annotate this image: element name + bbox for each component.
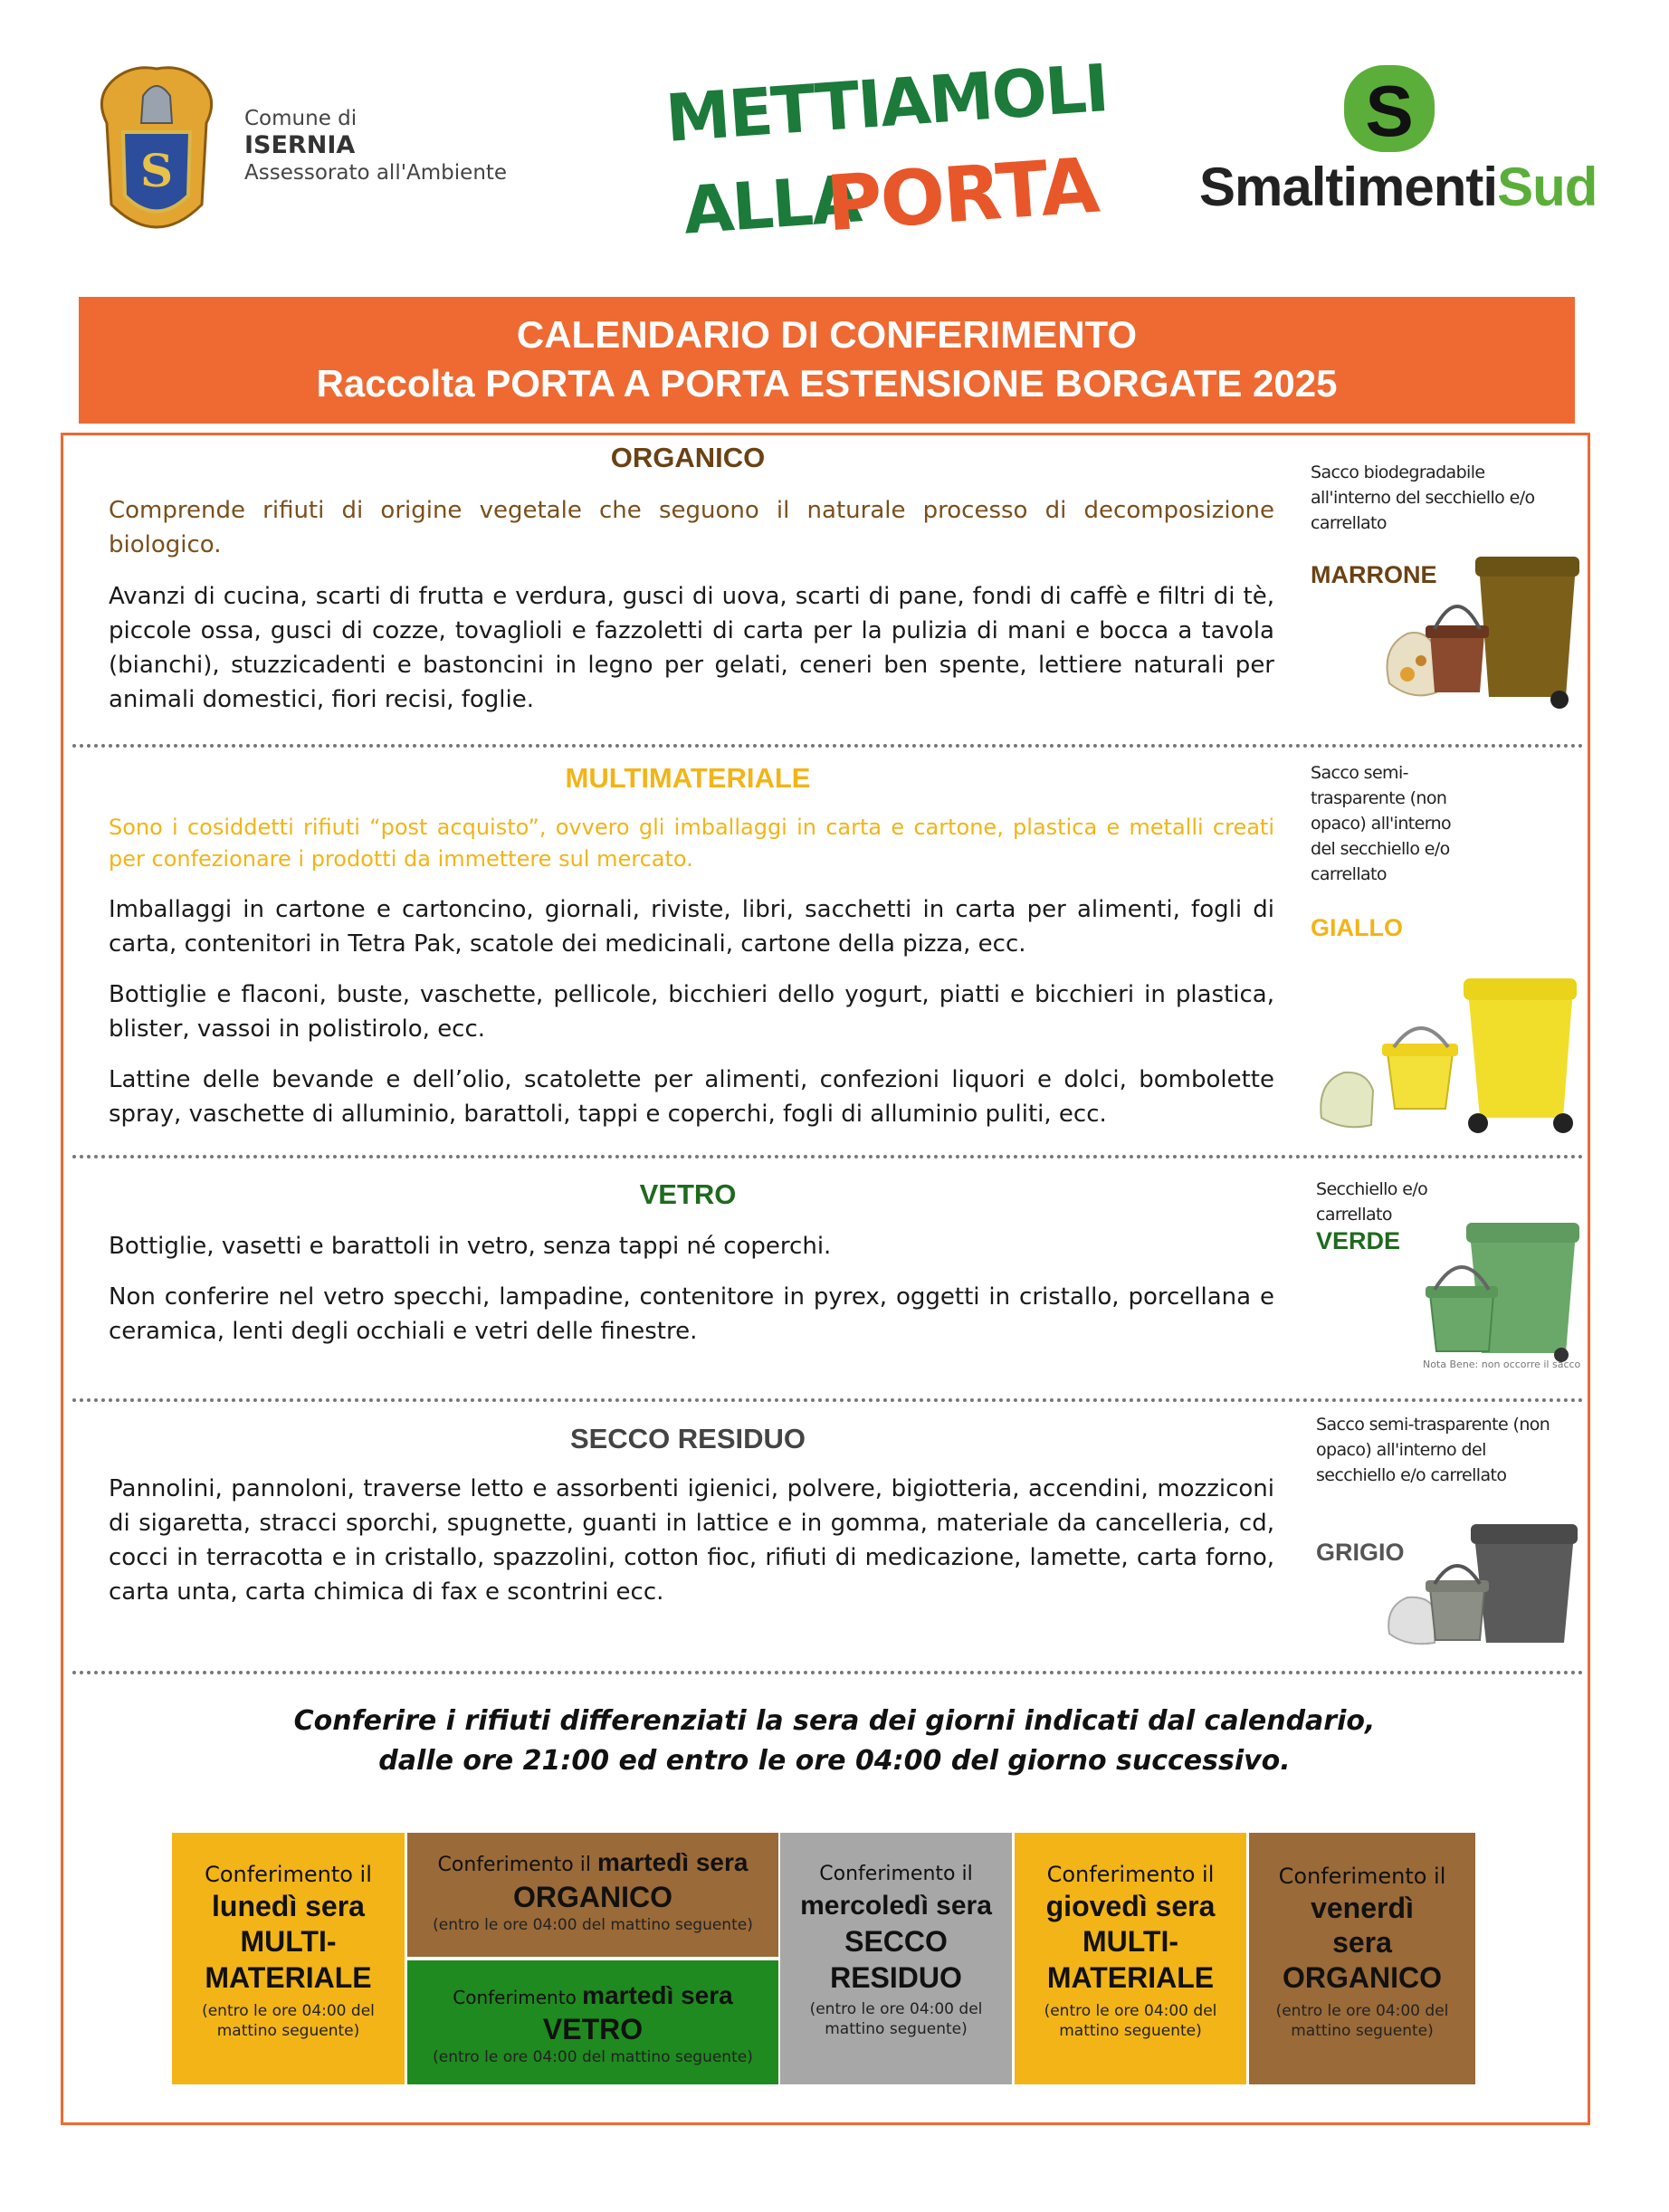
tuesday-organico-material: ORGANICO	[513, 1881, 672, 1913]
svg-text:S: S	[139, 144, 174, 197]
organico-color-label: MARRONE	[1311, 561, 1437, 588]
friday-pre: Conferimento il	[1278, 1864, 1446, 1889]
wednesday-pre: Conferimento il	[819, 1863, 973, 1885]
vetro-note: Secchiello e/o carrellato	[1316, 1179, 1428, 1225]
organico-title: ORGANICO	[610, 442, 766, 473]
thursday-material: MULTI-MATERIALE	[1046, 1925, 1215, 1994]
multimateriale-body2: Bottiglie e flaconi, buste, vaschette, pellicole, bicchieri dello yogurt, piatti e bicchieri in plastica, blister, vassoi in polistirolo, ecc.	[109, 981, 1274, 1043]
tuesday-vetro-day: martedì sera	[582, 1981, 733, 2009]
comune-crest-logo	[89, 60, 224, 241]
tuesday-vetro-time: (entro le ore 04:00 del mattino seguente)	[433, 2048, 753, 2066]
notice-line2: dalle ore 21:00 ed entro le ore 04:00 del giorno successivo.	[378, 1745, 1291, 1777]
notice-line1: Conferire i rifiuti differenziati la sera dei giorni indicati dal calendario,	[293, 1705, 1376, 1737]
multimateriale-note: Sacco semi-trasparente (non opaco) all'interno del secchiello e/o carrellato	[1311, 763, 1452, 884]
company-mark-letter: S	[1365, 71, 1414, 151]
campaign-line2b: PORTA	[823, 140, 1101, 249]
company-name-part2: Sud	[1497, 157, 1597, 217]
title-line1: CALENDARIO DI CONFERIMENTO	[516, 313, 1138, 356]
comune-dept: Assessorato all'Ambiente	[244, 161, 508, 185]
monday-material: MULTI-MATERIALE	[205, 1925, 372, 1994]
brown-bin-icon	[1380, 548, 1597, 710]
wednesday-material: SECCO RESIDUO	[830, 1925, 962, 1994]
campaign-logo	[663, 50, 1111, 273]
multimateriale-color-label: GIALLO	[1311, 914, 1403, 941]
thursday-pre: Conferimento il	[1046, 1862, 1215, 1887]
company-mark-icon	[1335, 63, 1444, 154]
secco-note: Sacco semi-trasparente (non opaco) all'interno del secchiello e/o carrellato	[1316, 1415, 1550, 1485]
vetro-small-note: Nota Bene: non occorre il sacco	[1423, 1359, 1581, 1370]
monday-time: (entro le ore 04:00 del mattino seguente)	[202, 2002, 375, 2040]
smaltimenti-sud-logo	[1199, 63, 1597, 222]
title-line2: Raccolta PORTA A PORTA ESTENSIONE BORGATE 2025	[316, 362, 1338, 405]
tuesday-vetro-material: VETRO	[542, 2013, 644, 2045]
comune-city: ISERNIA	[244, 131, 356, 159]
secco-body: Pannolini, pannoloni, traverse letto e assorbenti igienici, polvere, bigiotteria, accendini, mozziconi di sigaretta, stracci sporchi, spugnette, guanti in lattice e in gomma, materiale da cancelleria, cd, cocci in terracotta e in cristallo, spazzolini, cotton fioc, rifiuti di medicazione, lamette, carta forno, carta unta, carta chimica di fax e scontrini ecc.	[109, 1475, 1274, 1606]
tuesday-vetro-pre: Conferimento	[453, 1987, 577, 2008]
friday-time: (entro le ore 04:00 del mattino seguente)	[1275, 2002, 1449, 2040]
friday-day: venerdì sera	[1311, 1892, 1414, 1959]
friday-material: ORGANICO	[1283, 1961, 1442, 1994]
wednesday-time: (entro le ore 04:00 del mattino seguente)	[809, 2000, 983, 2038]
monday-day: lunedì sera	[212, 1890, 365, 1922]
comune-prefix: Comune di	[244, 107, 358, 130]
multimateriale-body3: Lattine delle bevande e dell’olio, scatolette per alimenti, confezioni liquori e dolci, bombolette spray, vaschette di alluminio, barattoli, tappi e coperchi, fogli di alluminio puliti, ecc.	[109, 1066, 1274, 1128]
yellow-bin-icon	[1317, 973, 1588, 1136]
company-name	[1199, 156, 1597, 218]
secco-color-label: GRIGIO	[1316, 1539, 1405, 1566]
tuesday-organico-pre: Conferimento il	[437, 1854, 591, 1876]
tuesday-organico-time: (entro le ore 04:00 del mattino seguente)	[433, 1916, 753, 1934]
multimateriale-title: MULTIMATERIALE	[565, 762, 811, 794]
multimateriale-intro: Sono i cosiddetti rifiuti “post acquisto”, ovvero gli imballaggi in carta e cartone, plastica e metalli creati per confezionare i prodotti da immettere sul mercato.	[109, 815, 1274, 872]
green-bin-icon	[1426, 1217, 1588, 1362]
divider-3	[72, 1398, 1584, 1402]
comune-label	[244, 105, 507, 186]
vetro-body1: Bottiglie, vasetti e barattoli in vetro, senza tappi né coperchi.	[109, 1233, 832, 1260]
divider-1	[72, 744, 1584, 748]
organico-note: Sacco biodegradabile all'interno del secchiello e/o carrellato	[1311, 462, 1535, 533]
organico-intro: Comprende rifiuti di origine vegetale che seguono il naturale processo di decomposizione biologico.	[109, 497, 1274, 558]
divider-2	[72, 1155, 1584, 1158]
gray-bin-icon	[1385, 1521, 1584, 1647]
divider-4	[72, 1671, 1584, 1674]
company-name-part1: Smaltimenti	[1199, 157, 1498, 217]
tuesday-organico-day: martedì sera	[596, 1848, 749, 1876]
campaign-line1: METTIAMOLI	[663, 50, 1111, 157]
schedule-friday	[1249, 1833, 1475, 2084]
campaign-line2a: ALLA	[681, 160, 863, 249]
schedule-thursday	[1015, 1833, 1246, 2084]
vetro-body2: Non conferire nel vetro specchi, lampadine, contenitore in pyrex, oggetti in cristallo, porcellana e ceramica, lenti degli occhiali e vetri delle finestre.	[109, 1283, 1274, 1345]
organico-body: Avanzi di cucina, scarti di frutta e verdura, gusci di uova, scarti di pane, fondi di caffè e filtri di tè, piccole ossa, gusci di cozze, tovaglioli e fazzoletti di carta per la pulizia di mani e bocca a tavola (bianchi), stuzzicadenti e bastoncini in legno per gelati, ceneri ben spente, lettiere naturali per animali domestici, fiori recisi, foglie.	[109, 583, 1274, 713]
vetro-color-label: VERDE	[1316, 1227, 1401, 1254]
title-banner	[79, 297, 1575, 424]
thursday-day: giovedì sera	[1045, 1890, 1216, 1922]
vetro-title: VETRO	[639, 1178, 737, 1210]
schedule-tuesday-vetro	[407, 1960, 778, 2084]
schedule-tuesday-organico	[407, 1833, 778, 1957]
wednesday-day: mercoledì sera	[800, 1891, 992, 1921]
schedule-monday	[172, 1833, 405, 2084]
multimateriale-body1: Imballaggi in cartone e cartoncino, giornali, riviste, libri, sacchetti in carta per alimenti, fogli di carta, contenitori in Tetra Pak, scatole dei medicinali, cartone della pizza, ecc.	[109, 896, 1274, 958]
schedule-wednesday	[780, 1833, 1012, 2084]
secco-title: SECCO RESIDUO	[569, 1423, 806, 1454]
monday-pre: Conferimento il	[205, 1862, 372, 1887]
thursday-time: (entro le ore 04:00 del mattino seguente)	[1044, 2002, 1217, 2040]
